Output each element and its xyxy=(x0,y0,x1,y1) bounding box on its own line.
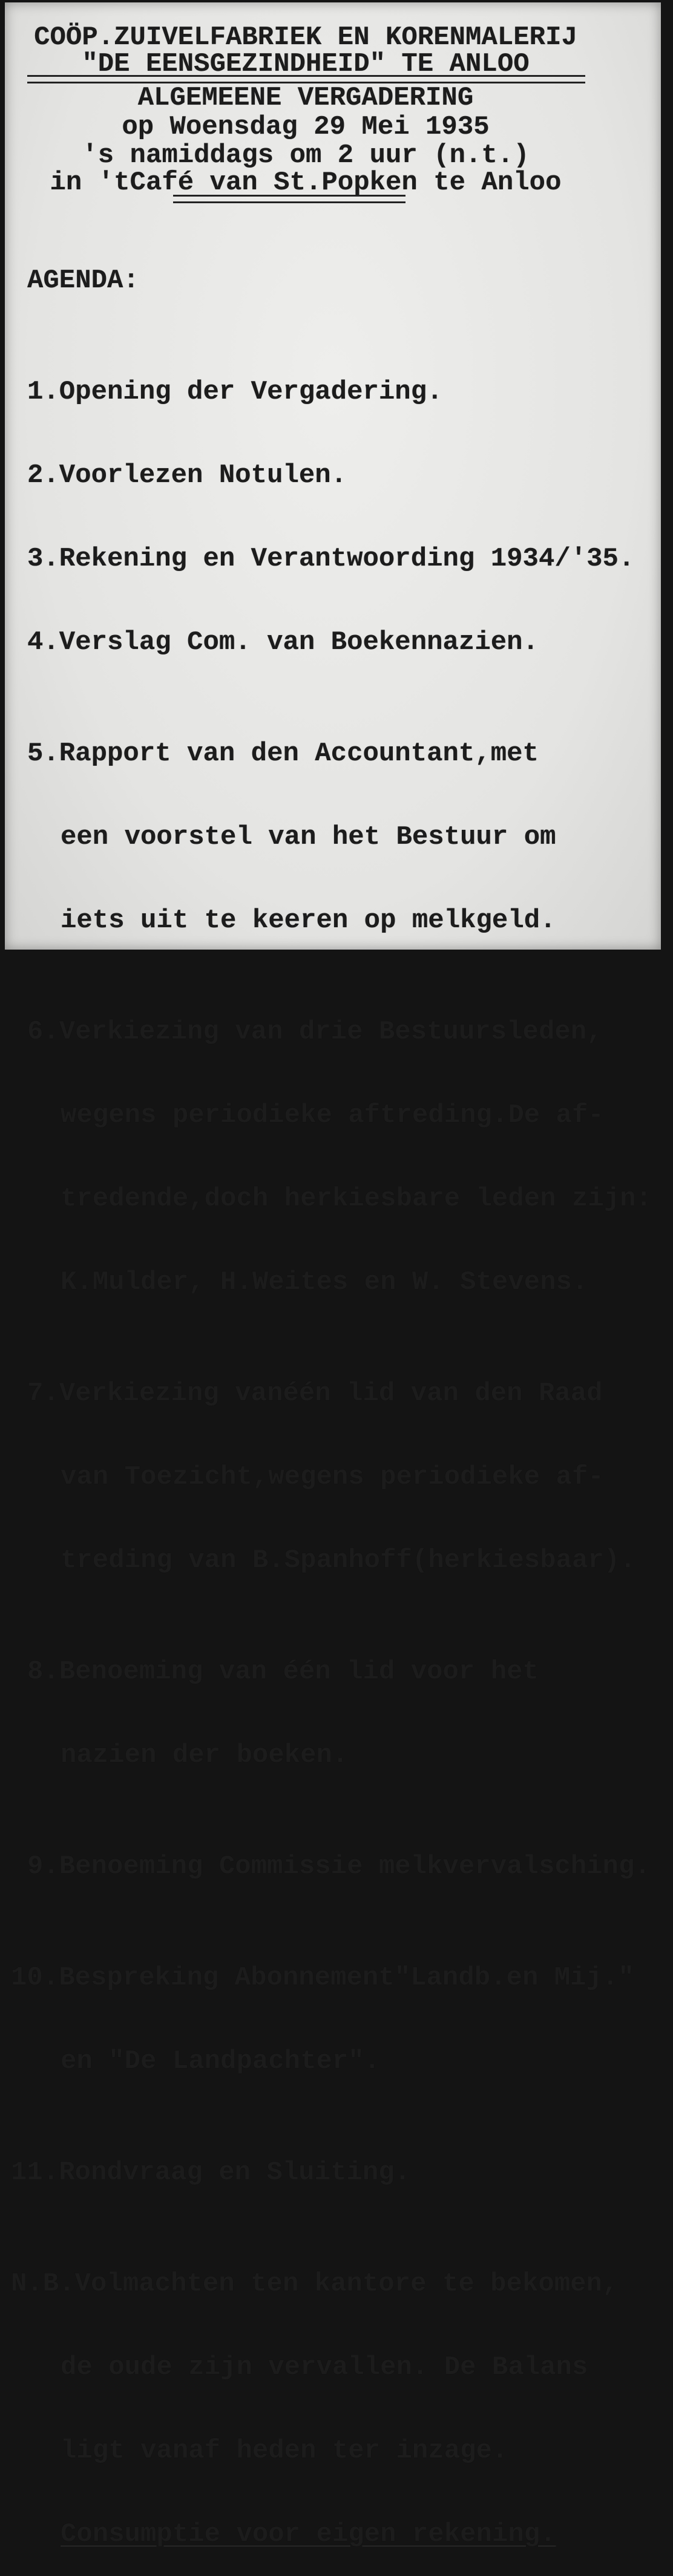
note-underlined-line xyxy=(0,2520,666,2548)
agenda-item-8-cont: nazien der boeken. xyxy=(61,1740,349,1770)
agenda-item-2: 2.Voorlezen Notulen. xyxy=(27,460,347,491)
agenda-item-8: 8.Benoeming van één lid voor het xyxy=(27,1657,539,1687)
meeting-title: ALGEMEENE VERGADERING xyxy=(137,83,474,113)
agenda-item-7-cont: treding van B.Spanhoff(herkiesbaar). xyxy=(61,1545,636,1576)
meeting-date: op Woensdag 29 Mei 1935 xyxy=(122,112,490,142)
agenda-item-6-cont: wegens periodieke aftreding.De af- xyxy=(61,1100,604,1130)
meeting-time: 's namiddags om 2 uur (n.t.) xyxy=(82,140,530,171)
agenda-heading: AGENDA: xyxy=(27,266,139,296)
agenda-item-6-cont: K.Mulder, H.Weites en W. Stevens. xyxy=(61,1267,588,1297)
consumption-note: Consumptie voor eigen rekening. xyxy=(61,2519,556,2549)
agenda-item-5-cont: een voorstel van het Bestuur om xyxy=(61,822,556,852)
agenda-item-6-cont: tredende,doch herkiesbare leden zijn: xyxy=(61,1184,652,1214)
note-line: ligt vanaf heden ter inzage. xyxy=(61,2436,508,2466)
note-line: N.B.Volmachten ten kantore te bekomen, xyxy=(11,2269,619,2299)
agenda-item-4: 4.Verslag Com. van Boekennazien. xyxy=(27,627,539,657)
agenda-item-7: 7.Verkiezing vanéén lid van den Raad xyxy=(27,1378,603,1409)
agenda-item-5: 5.Rapport van den Accountant,met xyxy=(27,739,539,769)
agenda-item-1: 1.Opening der Vergadering. xyxy=(27,377,443,407)
agenda-item-6: 6.Verkiezing van drie Bestuursleden, xyxy=(27,1017,603,1047)
agenda-item-9: 9.Benoeming Commissie melkvervalsching. xyxy=(27,1851,651,1882)
agenda-item-3: 3.Rekening en Verantwoording 1934/'35. xyxy=(27,544,635,574)
agenda-item-10-cont: en "De Landpachter". xyxy=(61,2046,381,2076)
agenda-block xyxy=(0,211,666,2576)
org-line: COÖP.ZUIVELFABRIEK EN KORENMALERIJ xyxy=(34,22,577,53)
venue-double-underline xyxy=(173,195,405,203)
agenda-item-7-cont: van Toezicht,wegens periodieke af- xyxy=(61,1462,604,1492)
header-double-rule xyxy=(27,75,585,83)
note-line: de oude zijn vervallen. De Balans xyxy=(61,2352,588,2382)
meeting-venue xyxy=(0,169,611,197)
name-line: "DE EENSGEZINDHEID" TE ANLOO xyxy=(82,49,530,79)
agenda-item-11: 11.Rondvraag en Sluiting. xyxy=(11,2157,411,2188)
venue-suffix: te Anloo xyxy=(417,168,562,198)
agenda-item-10: 10.Bespreking Abonnement"Landb.en Mij." xyxy=(11,1963,634,1993)
venue-prefix: in 'tCaf xyxy=(50,168,178,198)
venue-underlined: é van St.Popken xyxy=(177,168,418,198)
agenda-item-5-cont: iets uit te keeren op melkgeld. xyxy=(61,905,556,936)
